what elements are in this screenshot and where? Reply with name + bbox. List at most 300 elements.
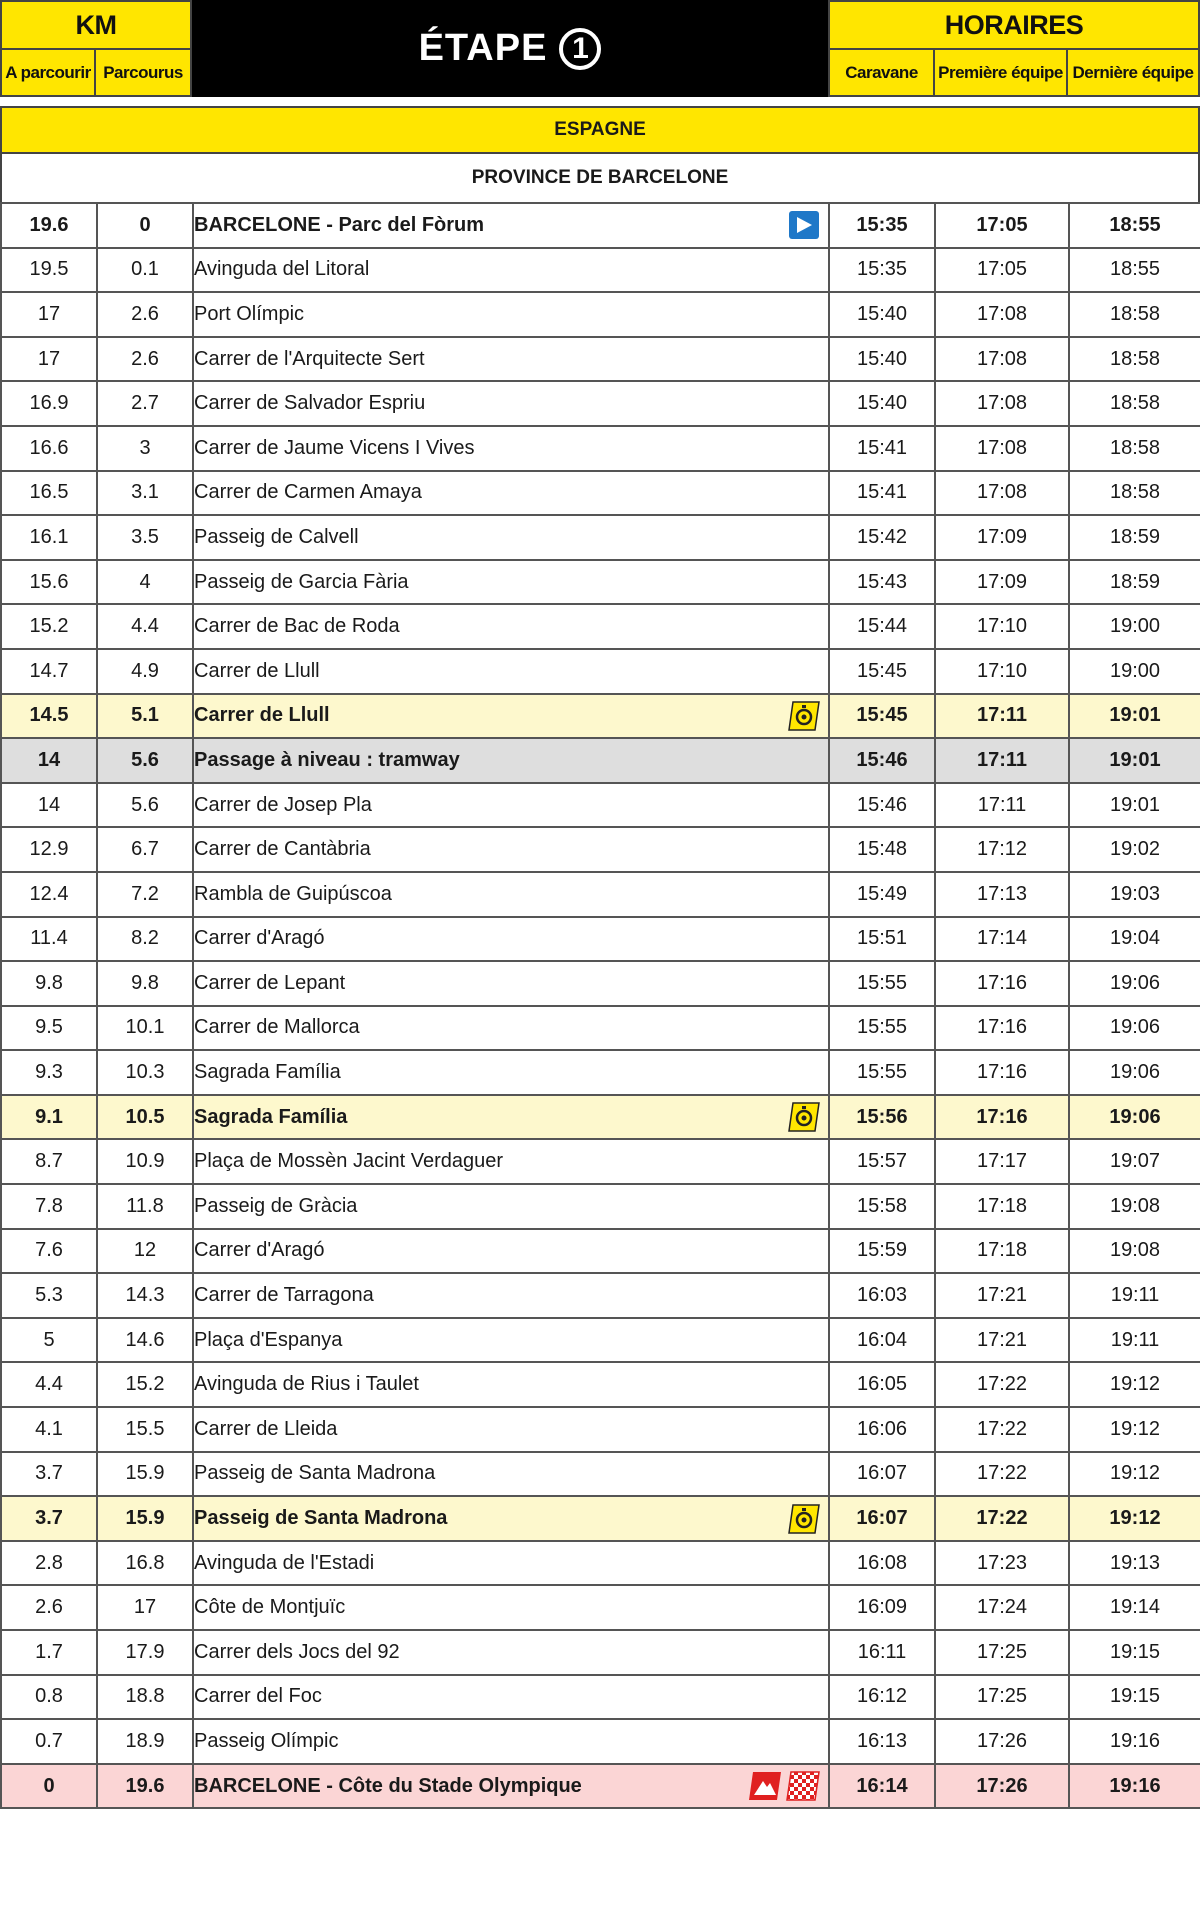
place-name: Rambla de Guipúscoa xyxy=(194,882,392,905)
table-row xyxy=(1,1675,1200,1720)
place-name-cell xyxy=(193,1229,829,1274)
place-name: Carrer de Salvador Espriu xyxy=(194,392,426,415)
derniere-equipe-time-cell: 19:01 xyxy=(1069,694,1200,739)
place-name-cell xyxy=(193,1675,829,1720)
premiere-equipe-time-cell: 17:22 xyxy=(935,1496,1069,1541)
place-name-cell xyxy=(193,1273,829,1318)
derniere-equipe-time-cell: 19:16 xyxy=(1069,1764,1200,1809)
derniere-equipe-time-cell: 19:00 xyxy=(1069,604,1200,649)
place-name-cell xyxy=(193,738,829,783)
place-name-cell xyxy=(193,248,829,293)
km-a-parcourir-cell: 16.6 xyxy=(1,426,97,471)
table-row xyxy=(1,694,1200,739)
derniere-equipe-time-cell: 19:15 xyxy=(1069,1675,1200,1720)
derniere-equipe-time-cell: 19:14 xyxy=(1069,1585,1200,1630)
derniere-equipe-time-cell: 19:12 xyxy=(1069,1407,1200,1452)
km-a-parcourir-cell: 17 xyxy=(1,292,97,337)
place-name: Carrer de Carmen Amaya xyxy=(194,481,422,504)
premiere-equipe-time-cell: 17:24 xyxy=(935,1585,1069,1630)
caravane-time-cell: 15:49 xyxy=(829,872,935,917)
km-a-parcourir-cell: 19.6 xyxy=(1,203,97,248)
km-a-parcourir-cell: 15.6 xyxy=(1,560,97,605)
km-a-parcourir-cell: 14 xyxy=(1,738,97,783)
derniere-equipe-time-cell: 18:58 xyxy=(1069,381,1200,426)
premiere-equipe-time-cell: 17:17 xyxy=(935,1139,1069,1184)
parcourus-header: Parcourus xyxy=(94,48,192,97)
derniere-equipe-time-cell: 18:59 xyxy=(1069,515,1200,560)
place-name-cell xyxy=(193,1139,829,1184)
place-name-cell xyxy=(193,1541,829,1586)
place-name-cell xyxy=(193,1630,829,1675)
table-row xyxy=(1,1006,1200,1051)
caravane-time-cell: 15:35 xyxy=(829,203,935,248)
table-row xyxy=(1,738,1200,783)
km-a-parcourir-cell: 11.4 xyxy=(1,917,97,962)
place-name: Carrer de Lleida xyxy=(194,1417,338,1440)
derniere-equipe-time-cell: 18:55 xyxy=(1069,203,1200,248)
derniere-equipe-time-cell: 19:00 xyxy=(1069,649,1200,694)
derniere-equipe-time-cell: 18:58 xyxy=(1069,337,1200,382)
km-parcourus-cell: 19.6 xyxy=(97,1764,193,1809)
place-name: Carrer de Jaume Vicens I Vives xyxy=(194,436,475,459)
derniere-equipe-time-cell: 19:12 xyxy=(1069,1452,1200,1497)
derniere-equipe-time-cell: 19:01 xyxy=(1069,738,1200,783)
place-name-cell xyxy=(193,1496,829,1541)
derniere-equipe-time-cell: 19:12 xyxy=(1069,1496,1200,1541)
km-a-parcourir-cell: 14.5 xyxy=(1,694,97,739)
table-row xyxy=(1,961,1200,1006)
finish-flag-icon xyxy=(786,1771,820,1801)
km-header: KM xyxy=(0,0,192,50)
caravane-time-cell: 15:48 xyxy=(829,827,935,872)
start-flag-icon xyxy=(788,210,820,240)
km-parcourus-cell: 15.9 xyxy=(97,1496,193,1541)
caravane-time-cell: 15:55 xyxy=(829,1006,935,1051)
premiere-equipe-time-cell: 17:05 xyxy=(935,248,1069,293)
place-name: Carrer de Bac de Roda xyxy=(194,615,400,638)
derniere-equipe-time-cell: 19:16 xyxy=(1069,1719,1200,1764)
km-parcourus-cell: 17.9 xyxy=(97,1630,193,1675)
km-parcourus-cell: 2.6 xyxy=(97,292,193,337)
km-a-parcourir-cell: 4.4 xyxy=(1,1362,97,1407)
km-parcourus-cell: 14.6 xyxy=(97,1318,193,1363)
place-name: Carrer de Josep Pla xyxy=(194,793,372,816)
table-row xyxy=(1,1630,1200,1675)
km-parcourus-cell: 4 xyxy=(97,560,193,605)
premiere-equipe-time-cell: 17:16 xyxy=(935,961,1069,1006)
km-a-parcourir-cell: 3.7 xyxy=(1,1452,97,1497)
table-row xyxy=(1,381,1200,426)
caravane-time-cell: 16:05 xyxy=(829,1362,935,1407)
premiere-equipe-time-cell: 17:05 xyxy=(935,203,1069,248)
km-a-parcourir-cell: 9.1 xyxy=(1,1095,97,1140)
km-a-parcourir-cell: 2.6 xyxy=(1,1585,97,1630)
km-parcourus-cell: 5.1 xyxy=(97,694,193,739)
place-name: BARCELONE - Côte du Stade Olympique xyxy=(194,1774,582,1797)
table-row xyxy=(1,1229,1200,1274)
caravane-time-cell: 16:12 xyxy=(829,1675,935,1720)
derniere-equipe-time-cell: 19:11 xyxy=(1069,1273,1200,1318)
caravane-time-cell: 15:45 xyxy=(829,649,935,694)
caravane-time-cell: 15:56 xyxy=(829,1095,935,1140)
place-name-cell xyxy=(193,1362,829,1407)
premiere-equipe-time-cell: 17:18 xyxy=(935,1229,1069,1274)
caravane-time-cell: 15:43 xyxy=(829,560,935,605)
place-name-cell xyxy=(193,515,829,560)
premiere-equipe-time-cell: 17:11 xyxy=(935,738,1069,783)
caravane-time-cell: 16:11 xyxy=(829,1630,935,1675)
table-row xyxy=(1,827,1200,872)
premiere-equipe-time-cell: 17:10 xyxy=(935,649,1069,694)
table-row xyxy=(1,426,1200,471)
premiere-equipe-time-cell: 17:11 xyxy=(935,694,1069,739)
table-row xyxy=(1,1585,1200,1630)
place-name-cell xyxy=(193,1452,829,1497)
caravane-time-cell: 15:59 xyxy=(829,1229,935,1274)
table-row xyxy=(1,783,1200,828)
place-name-cell xyxy=(193,560,829,605)
table-row xyxy=(1,1407,1200,1452)
premiere-equipe-time-cell: 17:11 xyxy=(935,783,1069,828)
table-row xyxy=(1,1541,1200,1586)
place-name-cell xyxy=(193,1585,829,1630)
km-a-parcourir-cell: 9.5 xyxy=(1,1006,97,1051)
derniere-equipe-time-cell: 18:55 xyxy=(1069,248,1200,293)
premiere-equipe-time-cell: 17:26 xyxy=(935,1764,1069,1809)
km-a-parcourir-cell: 12.4 xyxy=(1,872,97,917)
km-a-parcourir-cell: 3.7 xyxy=(1,1496,97,1541)
km-parcourus-cell: 10.1 xyxy=(97,1006,193,1051)
km-parcourus-cell: 3 xyxy=(97,426,193,471)
derniere-equipe-time-cell: 18:58 xyxy=(1069,426,1200,471)
place-name: BARCELONE - Parc del Fòrum xyxy=(194,213,485,236)
premiere-equipe-time-cell: 17:09 xyxy=(935,560,1069,605)
km-a-parcourir-cell: 9.3 xyxy=(1,1050,97,1095)
place-name-cell xyxy=(193,203,829,248)
etape-title xyxy=(192,0,828,97)
caravane-time-cell: 15:45 xyxy=(829,694,935,739)
place-name-cell xyxy=(193,604,829,649)
etape-label: ÉTAPE xyxy=(418,27,548,69)
premiere-equipe-time-cell: 17:16 xyxy=(935,1095,1069,1140)
km-parcourus-cell: 12 xyxy=(97,1229,193,1274)
km-parcourus-cell: 11.8 xyxy=(97,1184,193,1229)
km-a-parcourir-cell: 0.8 xyxy=(1,1675,97,1720)
km-a-parcourir-cell: 19.5 xyxy=(1,248,97,293)
row-icons xyxy=(788,1504,820,1534)
premiere-equipe-time-cell: 17:16 xyxy=(935,1006,1069,1051)
premiere-equipe-time-cell: 17:22 xyxy=(935,1362,1069,1407)
premiere-equipe-time-cell: 17:14 xyxy=(935,917,1069,962)
place-name-cell xyxy=(193,917,829,962)
caravane-header: Caravane xyxy=(828,48,935,97)
km-parcourus-cell: 16.8 xyxy=(97,1541,193,1586)
premiere-equipe-time-cell: 17:21 xyxy=(935,1318,1069,1363)
mountain-climb-icon xyxy=(748,1771,782,1801)
table-row xyxy=(1,1050,1200,1095)
km-a-parcourir-cell: 4.1 xyxy=(1,1407,97,1452)
derniere-equipe-time-cell: 19:04 xyxy=(1069,917,1200,962)
place-name: Passeig Olímpic xyxy=(194,1729,339,1752)
table-row xyxy=(1,515,1200,560)
timetable-header xyxy=(0,0,1200,97)
km-parcourus-cell: 4.9 xyxy=(97,649,193,694)
place-name: Port Olímpic xyxy=(194,302,305,325)
table-row xyxy=(1,1719,1200,1764)
premiere-equipe-time-cell: 17:25 xyxy=(935,1675,1069,1720)
km-a-parcourir-cell: 16.9 xyxy=(1,381,97,426)
place-name-cell xyxy=(193,961,829,1006)
km-parcourus-cell: 6.7 xyxy=(97,827,193,872)
timing-checkpoint-icon xyxy=(788,1102,820,1132)
route-table-body xyxy=(1,203,1200,1808)
place-name-cell xyxy=(193,1764,829,1809)
caravane-time-cell: 15:40 xyxy=(829,381,935,426)
caravane-time-cell: 15:55 xyxy=(829,1050,935,1095)
place-name: Avinguda de l'Estadi xyxy=(194,1551,375,1574)
derniere-equipe-time-cell: 19:02 xyxy=(1069,827,1200,872)
place-name-cell xyxy=(193,649,829,694)
derniere-equipe-time-cell: 19:15 xyxy=(1069,1630,1200,1675)
route-table xyxy=(0,202,1200,1809)
place-name-cell xyxy=(193,1184,829,1229)
table-row xyxy=(1,292,1200,337)
place-name: Carrer de Lepant xyxy=(194,971,346,994)
a-parcourir-header: A parcourir xyxy=(0,48,96,97)
place-name: Sagrada Família xyxy=(194,1061,341,1084)
table-row xyxy=(1,872,1200,917)
table-row xyxy=(1,248,1200,293)
premiere-equipe-time-cell: 17:08 xyxy=(935,292,1069,337)
premiere-equipe-time-cell: 17:23 xyxy=(935,1541,1069,1586)
etape-number-badge: 1 xyxy=(559,28,601,70)
premiere-equipe-time-cell: 17:08 xyxy=(935,337,1069,382)
caravane-time-cell: 15:40 xyxy=(829,337,935,382)
km-parcourus-cell: 2.6 xyxy=(97,337,193,382)
place-name: Passeig de Calvell xyxy=(194,525,359,548)
place-name: Passeig de Gràcia xyxy=(194,1194,358,1217)
derniere-equipe-time-cell: 19:06 xyxy=(1069,1050,1200,1095)
km-parcourus-cell: 15.9 xyxy=(97,1452,193,1497)
table-row xyxy=(1,1139,1200,1184)
km-a-parcourir-cell: 15.2 xyxy=(1,604,97,649)
place-name-cell xyxy=(193,337,829,382)
caravane-time-cell: 15:44 xyxy=(829,604,935,649)
premiere-equipe-time-cell: 17:16 xyxy=(935,1050,1069,1095)
table-row xyxy=(1,1496,1200,1541)
caravane-time-cell: 15:46 xyxy=(829,783,935,828)
place-name: Avinguda del Litoral xyxy=(194,258,370,281)
premiere-equipe-time-cell: 17:09 xyxy=(935,515,1069,560)
place-name: Carrer d'Aragó xyxy=(194,927,325,950)
km-parcourus-cell: 10.3 xyxy=(97,1050,193,1095)
caravane-time-cell: 16:07 xyxy=(829,1452,935,1497)
caravane-time-cell: 15:57 xyxy=(829,1139,935,1184)
derniere-equipe-header: Dernière équipe xyxy=(1066,48,1200,97)
place-name-cell xyxy=(193,292,829,337)
place-name-cell xyxy=(193,827,829,872)
table-row xyxy=(1,337,1200,382)
derniere-equipe-time-cell: 19:01 xyxy=(1069,783,1200,828)
place-name-cell xyxy=(193,1050,829,1095)
row-icons xyxy=(748,1771,820,1801)
caravane-time-cell: 16:09 xyxy=(829,1585,935,1630)
caravane-time-cell: 16:07 xyxy=(829,1496,935,1541)
place-name: Carrer dels Jocs del 92 xyxy=(194,1640,400,1663)
table-row xyxy=(1,560,1200,605)
premiere-equipe-time-cell: 17:25 xyxy=(935,1630,1069,1675)
premiere-equipe-header: Première équipe xyxy=(933,48,1068,97)
km-a-parcourir-cell: 5 xyxy=(1,1318,97,1363)
km-parcourus-cell: 5.6 xyxy=(97,738,193,783)
place-name: Plaça d'Espanya xyxy=(194,1328,343,1351)
place-name: Passeig de Santa Madrona xyxy=(194,1462,436,1485)
derniere-equipe-time-cell: 19:07 xyxy=(1069,1139,1200,1184)
km-parcourus-cell: 18.9 xyxy=(97,1719,193,1764)
caravane-time-cell: 15:46 xyxy=(829,738,935,783)
place-name-cell xyxy=(193,783,829,828)
km-a-parcourir-cell: 8.7 xyxy=(1,1139,97,1184)
caravane-time-cell: 16:14 xyxy=(829,1764,935,1809)
premiere-equipe-time-cell: 17:22 xyxy=(935,1452,1069,1497)
table-row xyxy=(1,1095,1200,1140)
derniere-equipe-time-cell: 19:08 xyxy=(1069,1184,1200,1229)
km-a-parcourir-cell: 0.7 xyxy=(1,1719,97,1764)
table-row xyxy=(1,1452,1200,1497)
place-name: Carrer de Llull xyxy=(194,659,320,682)
place-name: Carrer de Tarragona xyxy=(194,1284,374,1307)
caravane-time-cell: 15:41 xyxy=(829,426,935,471)
caravane-time-cell: 15:42 xyxy=(829,515,935,560)
km-parcourus-cell: 3.1 xyxy=(97,471,193,516)
km-a-parcourir-cell: 2.8 xyxy=(1,1541,97,1586)
caravane-time-cell: 15:41 xyxy=(829,471,935,516)
km-parcourus-cell: 15.2 xyxy=(97,1362,193,1407)
derniere-equipe-time-cell: 19:13 xyxy=(1069,1541,1200,1586)
place-name-cell xyxy=(193,1006,829,1051)
place-name-cell xyxy=(193,1719,829,1764)
derniere-equipe-time-cell: 19:06 xyxy=(1069,1006,1200,1051)
place-name-cell xyxy=(193,381,829,426)
province-band: PROVINCE DE BARCELONE xyxy=(0,152,1200,204)
km-a-parcourir-cell: 12.9 xyxy=(1,827,97,872)
caravane-time-cell: 16:04 xyxy=(829,1318,935,1363)
place-name: Avinguda de Rius i Taulet xyxy=(194,1373,419,1396)
caravane-time-cell: 15:40 xyxy=(829,292,935,337)
km-parcourus-cell: 15.5 xyxy=(97,1407,193,1452)
km-parcourus-cell: 7.2 xyxy=(97,872,193,917)
place-name: Passage à niveau : tramway xyxy=(194,748,460,771)
km-parcourus-cell: 10.9 xyxy=(97,1139,193,1184)
caravane-time-cell: 16:03 xyxy=(829,1273,935,1318)
row-icons xyxy=(788,1102,820,1132)
horaires-header: HORAIRES xyxy=(828,0,1200,50)
premiere-equipe-time-cell: 17:26 xyxy=(935,1719,1069,1764)
km-a-parcourir-cell: 1.7 xyxy=(1,1630,97,1675)
place-name: Plaça de Mossèn Jacint Verdaguer xyxy=(194,1150,504,1173)
caravane-time-cell: 16:08 xyxy=(829,1541,935,1586)
km-parcourus-cell: 9.8 xyxy=(97,961,193,1006)
place-name: Côte de Montjuïc xyxy=(194,1596,346,1619)
km-a-parcourir-cell: 7.6 xyxy=(1,1229,97,1274)
km-parcourus-cell: 18.8 xyxy=(97,1675,193,1720)
place-name: Passeig de Santa Madrona xyxy=(194,1507,448,1530)
table-row xyxy=(1,1362,1200,1407)
km-parcourus-cell: 3.5 xyxy=(97,515,193,560)
place-name: Carrer de l'Arquitecte Sert xyxy=(194,347,425,370)
place-name-cell xyxy=(193,1095,829,1140)
premiere-equipe-time-cell: 17:18 xyxy=(935,1184,1069,1229)
derniere-equipe-time-cell: 18:59 xyxy=(1069,560,1200,605)
place-name: Carrer de Mallorca xyxy=(194,1016,360,1039)
km-parcourus-cell: 2.7 xyxy=(97,381,193,426)
caravane-time-cell: 15:35 xyxy=(829,248,935,293)
table-row xyxy=(1,1184,1200,1229)
km-a-parcourir-cell: 7.8 xyxy=(1,1184,97,1229)
km-a-parcourir-cell: 14.7 xyxy=(1,649,97,694)
km-parcourus-cell: 8.2 xyxy=(97,917,193,962)
place-name-cell xyxy=(193,872,829,917)
table-row xyxy=(1,604,1200,649)
km-a-parcourir-cell: 5.3 xyxy=(1,1273,97,1318)
place-name-cell xyxy=(193,471,829,516)
premiere-equipe-time-cell: 17:13 xyxy=(935,872,1069,917)
km-parcourus-cell: 17 xyxy=(97,1585,193,1630)
km-parcourus-cell: 5.6 xyxy=(97,783,193,828)
place-name: Passeig de Garcia Fària xyxy=(194,570,409,593)
row-icons xyxy=(788,210,820,240)
premiere-equipe-time-cell: 17:08 xyxy=(935,471,1069,516)
place-name: Carrer de Cantàbria xyxy=(194,838,371,861)
place-name-cell xyxy=(193,1407,829,1452)
km-a-parcourir-cell: 16.1 xyxy=(1,515,97,560)
caravane-time-cell: 15:55 xyxy=(829,961,935,1006)
place-name-cell xyxy=(193,426,829,471)
table-row xyxy=(1,917,1200,962)
km-parcourus-cell: 14.3 xyxy=(97,1273,193,1318)
premiere-equipe-time-cell: 17:22 xyxy=(935,1407,1069,1452)
km-parcourus-cell: 10.5 xyxy=(97,1095,193,1140)
place-name: Sagrada Família xyxy=(194,1105,348,1128)
km-a-parcourir-cell: 0 xyxy=(1,1764,97,1809)
place-name-cell xyxy=(193,1318,829,1363)
table-row xyxy=(1,471,1200,516)
table-row xyxy=(1,649,1200,694)
derniere-equipe-time-cell: 19:03 xyxy=(1069,872,1200,917)
km-parcourus-cell: 0.1 xyxy=(97,248,193,293)
derniere-equipe-time-cell: 19:08 xyxy=(1069,1229,1200,1274)
table-row xyxy=(1,1318,1200,1363)
premiere-equipe-time-cell: 17:08 xyxy=(935,426,1069,471)
timing-checkpoint-icon xyxy=(788,701,820,731)
place-name-cell xyxy=(193,694,829,739)
premiere-equipe-time-cell: 17:12 xyxy=(935,827,1069,872)
premiere-equipe-time-cell: 17:10 xyxy=(935,604,1069,649)
km-parcourus-cell: 0 xyxy=(97,203,193,248)
caravane-time-cell: 16:06 xyxy=(829,1407,935,1452)
table-row xyxy=(1,1273,1200,1318)
derniere-equipe-time-cell: 19:12 xyxy=(1069,1362,1200,1407)
timing-checkpoint-icon xyxy=(788,1504,820,1534)
derniere-equipe-time-cell: 19:06 xyxy=(1069,961,1200,1006)
km-a-parcourir-cell: 17 xyxy=(1,337,97,382)
caravane-time-cell: 15:51 xyxy=(829,917,935,962)
caravane-time-cell: 16:13 xyxy=(829,1719,935,1764)
table-row xyxy=(1,1764,1200,1809)
place-name: Carrer del Foc xyxy=(194,1685,322,1708)
derniere-equipe-time-cell: 19:06 xyxy=(1069,1095,1200,1140)
premiere-equipe-time-cell: 17:21 xyxy=(935,1273,1069,1318)
